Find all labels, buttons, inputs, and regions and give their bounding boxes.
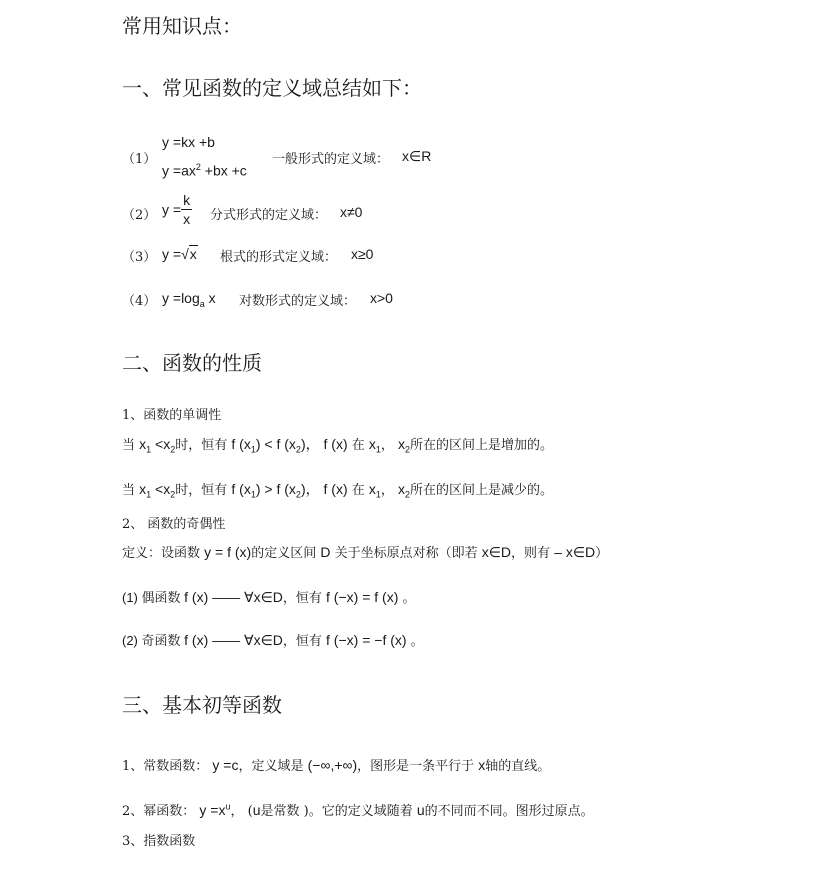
item2-formula: y = $\frac{k}{x}$ xyxy=(162,192,191,227)
item4-number: （4） xyxy=(122,294,157,309)
exponential-function-line: 3、指数函数 xyxy=(122,834,196,849)
section2-heading: 二、函数的性质 xyxy=(122,351,262,375)
section1-heading: 一、常见函数的定义域总结如下： xyxy=(122,76,422,100)
item3-formula: y =√x xyxy=(162,246,197,262)
item1-number: （1） xyxy=(122,152,157,167)
item1-formula-line1: y =kx +b xyxy=(162,134,215,150)
constant-function-line: 1、常数函数： y =c，定义域是 (−∞,+∞)，图形是一条平行于 x轴的直线。 xyxy=(122,757,551,774)
parity-subheading: 2、 函数的奇偶性 xyxy=(122,517,226,532)
item3-number: （3） xyxy=(122,250,157,265)
item3-condition: x≥0 xyxy=(351,246,374,262)
item4-description: 对数形式的定义域： xyxy=(239,294,357,309)
item2-description: 分式形式的定义域： xyxy=(210,208,328,223)
even-function-line: (1) 偶函数 f (x) —— ∀x∈D，恒有 f (−x) = f (x) 。 xyxy=(122,589,416,606)
monotonicity-subheading: 1、函数的单调性 xyxy=(122,408,222,423)
item1-formula-line2: $y =ax^2 +bx +c$ xyxy=(162,162,247,179)
item4-formula: $y =\log_a$ x xyxy=(162,290,216,309)
item1-condition: x∈R xyxy=(402,148,432,164)
item1-description: 一般形式的定义域： xyxy=(272,152,390,167)
parity-definition: 定义：设函数 y = f (x)的定义区间 D 关于坐标原点对称（即若 x∈D，则有 – x∈D） xyxy=(122,544,609,561)
item4-condition: x>0 xyxy=(370,290,393,306)
monotonic-decreasing-line: 当 $x_1 <x_2$时，恒有 f $(x_1) > f$ $(x_2)$， f (x) 在 $x_1$， $x_2$所在的区间上是减少的。 xyxy=(122,481,554,500)
item3-description: 根式的形式定义域： xyxy=(220,250,338,265)
monotonic-increasing-line: 当 $x_1 <x_2$时，恒有 f $(x_1) < f$ $(x_2)$， f (x) 在 $x_1$， $x_2$所在的区间上是增加的。 xyxy=(122,436,554,455)
page-title: 常用知识点： xyxy=(122,14,242,38)
section3-heading: 三、基本初等函数 xyxy=(122,693,282,717)
power-function-line: 2、幂函数： $y =x^u$， (u是常数 )。它的定义域随着 u的不同而不同。图形过原点。 xyxy=(122,801,594,819)
odd-function-line: (2) 奇函数 f (x) —— ∀x∈D，恒有 f (−x) = −f (x) 。 xyxy=(122,632,424,649)
item2-number: （2） xyxy=(122,208,157,223)
item2-condition: x≠0 xyxy=(340,204,363,220)
